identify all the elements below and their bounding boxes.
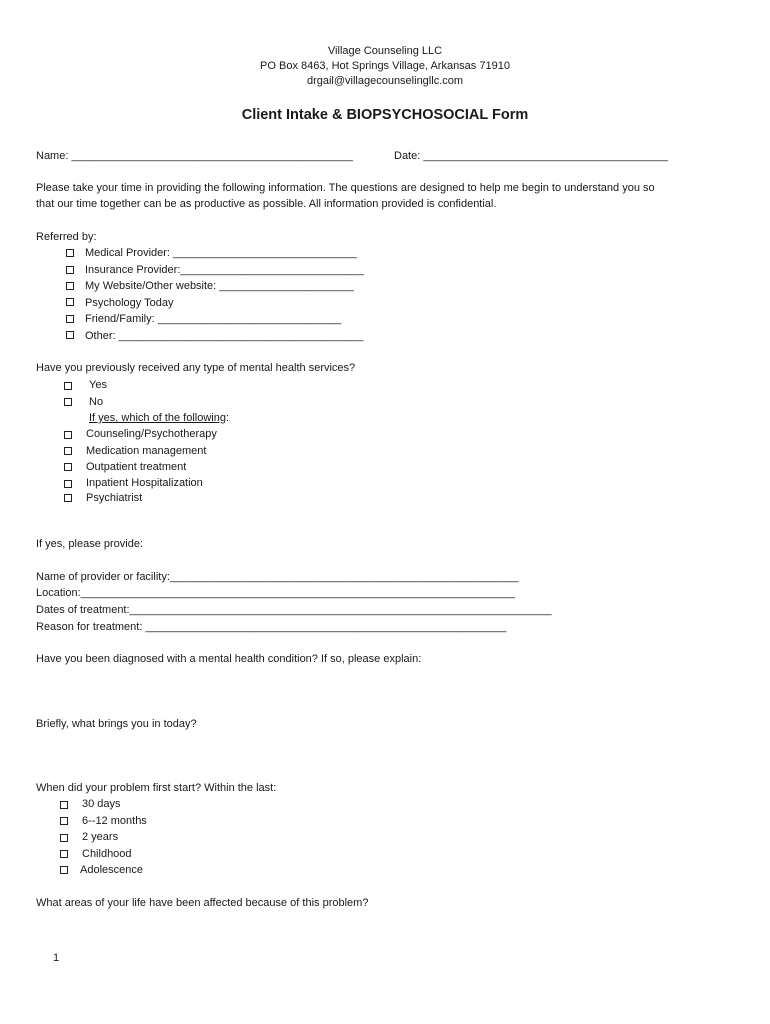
checkbox-outpatient[interactable] bbox=[64, 463, 72, 471]
checkbox-referred-insurance[interactable] bbox=[66, 266, 74, 274]
option-inpatient: Inpatient Hospitalization bbox=[86, 477, 203, 489]
form-title: Client Intake & BIOPSYCHOSOCIAL Form bbox=[241, 107, 529, 123]
intro-line-1: Please take your time in providing the following information. The questions are designed to help me begin to understand you so bbox=[36, 182, 655, 194]
checkbox-referred-friend[interactable] bbox=[66, 315, 74, 323]
checkbox-no[interactable] bbox=[64, 398, 72, 406]
option-counseling: Counseling/Psychotherapy bbox=[86, 428, 217, 440]
prev-services-question: Have you previously received any type of mental health services? bbox=[36, 362, 356, 374]
location-field[interactable]: Location:_______________________________________________________________________ bbox=[36, 587, 515, 599]
option-medication: Medication management bbox=[86, 445, 207, 457]
referred-option-other: Other: ________________________________________ bbox=[85, 330, 364, 342]
checkbox-adolescence[interactable] bbox=[60, 866, 68, 874]
problem-start-question: When did your problem first start? Within the last: bbox=[36, 782, 277, 794]
checkbox-referred-other[interactable] bbox=[66, 331, 74, 339]
checkbox-referred-medical[interactable] bbox=[66, 249, 74, 257]
org-email: drgail@villagecounselingllc.com bbox=[306, 75, 464, 87]
referred-option-medical: Medical Provider: ______________________________ bbox=[85, 247, 357, 259]
if-yes-colon: : bbox=[225, 412, 230, 424]
dates-of-treatment-field[interactable]: Dates of treatment:_____________________________________________________________________ bbox=[36, 604, 552, 616]
referred-option-friend: Friend/Family: ______________________________ bbox=[85, 313, 342, 325]
name-field[interactable]: Name: ______________________________________________ bbox=[36, 150, 353, 162]
org-name: Village Counseling LLC bbox=[327, 45, 443, 57]
reason-for-treatment-field[interactable]: Reason for treatment: ___________________________________________________________ bbox=[36, 621, 507, 633]
org-address: PO Box 8463, Hot Springs Village, Arkansas 71910 bbox=[260, 60, 510, 72]
areas-affected-question: What areas of your life have been affected because of this problem? bbox=[36, 897, 369, 909]
checkbox-referred-psychology-today[interactable] bbox=[66, 298, 74, 306]
checkbox-referred-website[interactable] bbox=[66, 282, 74, 290]
page-number: 1 bbox=[53, 952, 60, 964]
option-2-years: 2 years bbox=[82, 831, 119, 843]
referred-option-insurance: Insurance Provider:______________________________ bbox=[85, 264, 364, 276]
option-30-days: 30 days bbox=[82, 798, 121, 810]
checkbox-yes[interactable] bbox=[64, 382, 72, 390]
checkbox-6-12-months[interactable] bbox=[60, 817, 68, 825]
referred-option-website: My Website/Other website: ______________________ bbox=[85, 280, 354, 292]
referred-heading: Referred by: bbox=[36, 231, 97, 243]
checkbox-medication[interactable] bbox=[64, 447, 72, 455]
if-yes-label bbox=[89, 411, 229, 425]
option-adolescence: Adolescence bbox=[80, 864, 143, 876]
checkbox-2-years[interactable] bbox=[60, 834, 68, 842]
option-childhood: Childhood bbox=[82, 848, 132, 860]
option-no: No bbox=[89, 396, 104, 408]
intro-line-2: that our time together can be as productive as possible. All information provided is confidential. bbox=[36, 198, 497, 210]
checkbox-30-days[interactable] bbox=[60, 801, 68, 809]
checkbox-counseling[interactable] bbox=[64, 431, 72, 439]
if-yes-text: If yes, which of the following bbox=[89, 412, 226, 424]
checkbox-psychiatrist[interactable] bbox=[64, 494, 72, 502]
option-outpatient: Outpatient treatment bbox=[86, 461, 187, 473]
checkbox-childhood[interactable] bbox=[60, 850, 68, 858]
brings-you-in-question: Briefly, what brings you in today? bbox=[36, 718, 197, 730]
date-field[interactable]: Date: ________________________________________ bbox=[394, 150, 669, 162]
option-yes: Yes bbox=[89, 379, 107, 391]
diagnosed-question: Have you been diagnosed with a mental health condition? If so, please explain: bbox=[36, 653, 422, 665]
provider-name-field[interactable]: Name of provider or facility:_________________________________________________________ bbox=[36, 571, 519, 583]
referred-option-psychology-today: Psychology Today bbox=[85, 297, 174, 309]
option-6-12-months: 6--12 months bbox=[82, 815, 147, 827]
checkbox-inpatient[interactable] bbox=[64, 480, 72, 488]
option-psychiatrist: Psychiatrist bbox=[86, 492, 143, 504]
provide-heading: If yes, please provide: bbox=[36, 538, 144, 550]
